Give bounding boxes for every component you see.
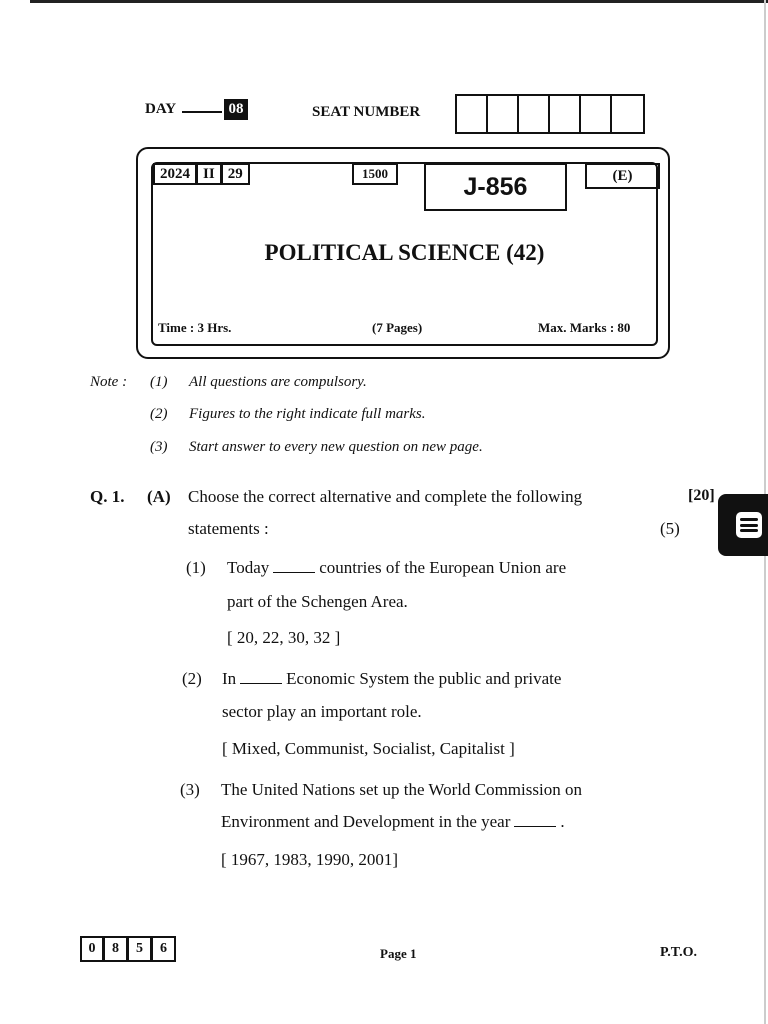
item-text (222, 669, 561, 689)
item-options: [ Mixed, Communist, Socialist, Capitalist ] (222, 739, 515, 758)
item-number: (1) (186, 558, 206, 577)
paper-code: J-856 (424, 163, 567, 211)
language-box: (E) (585, 163, 660, 189)
note-number: (2) (150, 406, 168, 422)
series-code: 29 (222, 163, 250, 185)
day-label: DAY (145, 101, 177, 117)
item-text: The United Nations set up the World Commission on (221, 780, 582, 799)
footer-code-digit: 0 (80, 936, 104, 962)
note-text: Start answer to every new question on new page. (189, 439, 483, 455)
question-instruction: Choose the correct alternative and complete the following (188, 487, 583, 506)
footer-code-digit: 8 (104, 936, 128, 962)
item-text-before: Today (227, 558, 270, 577)
question-total-marks: [20] (688, 487, 715, 504)
day-dash (182, 111, 222, 113)
year-code: 2024 (153, 163, 197, 185)
seat-box (612, 96, 643, 132)
item-text-line2 (221, 812, 565, 832)
answer-blank (240, 671, 282, 684)
page-top-edge (30, 0, 768, 3)
menu-icon-bar (740, 529, 758, 532)
note-text: All questions are compulsory. (189, 374, 367, 390)
seat-box (519, 96, 550, 132)
item-text-after: Economic System the public and private (286, 669, 562, 688)
note-number: (3) (150, 439, 168, 455)
item-text-after: countries of the European Union are (319, 558, 567, 577)
menu-icon-bar (740, 524, 758, 527)
max-marks-text: Max. Marks : 80 (538, 320, 631, 335)
seat-box (550, 96, 581, 132)
footer-code-boxes (80, 936, 176, 962)
item-text-before: Environment and Development in the year (221, 812, 511, 831)
note-label: Note : (90, 374, 128, 390)
item-text-before: In (222, 669, 237, 688)
item-text (227, 558, 566, 578)
seat-box (457, 96, 488, 132)
note-text: Figures to the right indicate full marks. (189, 406, 426, 422)
menu-icon-bar (740, 518, 758, 521)
subject-title: POLITICAL SCIENCE (42) (264, 240, 545, 265)
page-number: Page 1 (380, 946, 417, 961)
answer-blank (273, 560, 315, 573)
paper-code-boxes (153, 163, 250, 185)
note-number: (1) (150, 374, 168, 390)
item-options: [ 20, 22, 30, 32 ] (227, 628, 341, 647)
time-text: Time : 3 Hrs. (158, 320, 232, 335)
seat-number-boxes (455, 94, 645, 134)
question-part: (A) (147, 487, 171, 506)
menu-icon[interactable] (736, 512, 762, 538)
item-text-line2: sector play an important role. (222, 702, 422, 721)
item-options: [ 1967, 1983, 1990, 2001] (221, 850, 399, 869)
footer-code-digit: 6 (152, 936, 176, 962)
seat-number-label: SEAT NUMBER (312, 104, 421, 120)
day-value: 08 (224, 99, 248, 120)
footer-code-digit: 5 (128, 936, 152, 962)
item-number: (3) (180, 780, 200, 799)
seat-box (488, 96, 519, 132)
pto-label: P.T.O. (660, 945, 697, 960)
seat-box (581, 96, 612, 132)
item-text-after: . (560, 812, 565, 831)
question-part-marks: (5) (660, 519, 680, 538)
answer-blank (514, 814, 556, 827)
term-code: II (197, 163, 222, 185)
item-text-line2: part of the Schengen Area. (227, 592, 408, 611)
item-number: (2) (182, 669, 202, 688)
quantity-box: 1500 (352, 163, 398, 185)
side-menu-tab[interactable] (718, 494, 768, 556)
question-number: Q. 1. (90, 487, 125, 506)
pages-text: (7 Pages) (372, 320, 423, 335)
question-instruction-cont: statements : (188, 519, 269, 538)
